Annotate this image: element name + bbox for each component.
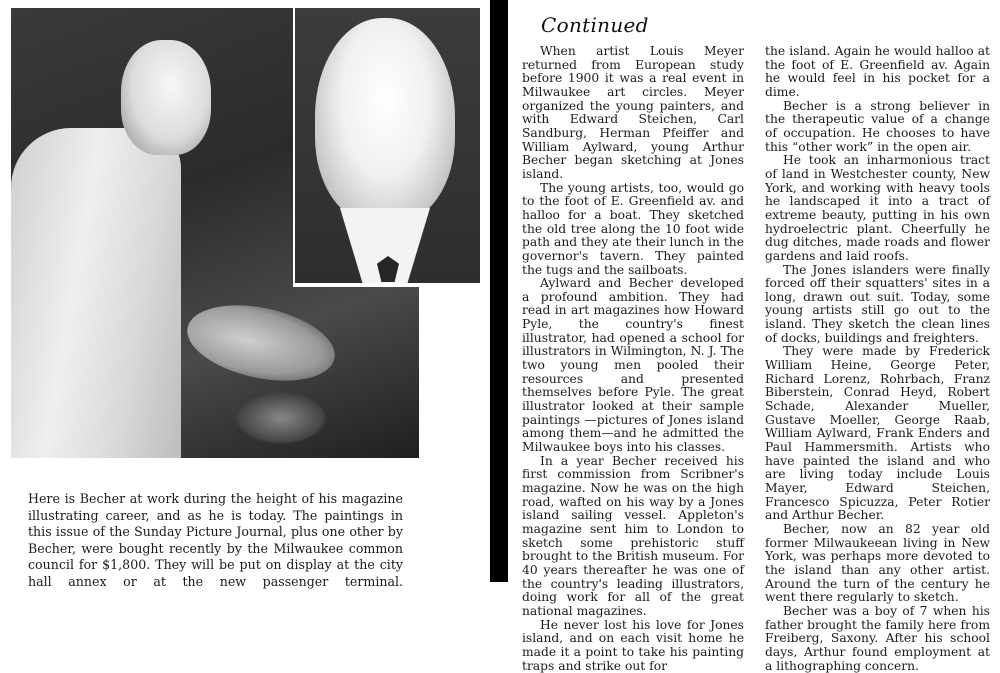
photo-becher-today xyxy=(293,8,480,287)
paragraph: Becher is a strong believer in the therapeutic value of a change of occupation. He chooses to have this “other work” in the open air. xyxy=(765,98,990,154)
photo-head-shape xyxy=(121,40,211,155)
paragraph: Becher was a boy of 7 when his father brought the family here from Freiberg, Saxony. After his school days, Arthur found employment at a lithographing concern. xyxy=(765,603,990,673)
left-page xyxy=(0,0,490,589)
paragraph: In a year Becher received his first commission from Scribner's magazine. Now he was on the high road, wafted on his way by a Jones island sailing vessel. Appleton's magazine sent him to London to sketch some prehistoric stuff brought to the British museum. For 40 years thereafter he was one of the country's leading illustrators, doing work for all of the great national magazines. xyxy=(522,453,744,618)
photo-shirt-shape xyxy=(11,128,181,458)
portrait-face-shape xyxy=(315,18,455,223)
paragraph: The Jones islanders were finally forced off their squatters' sites in a long, drawn out suit. Today, some young artists still go out to the island. They sketch the clean lines of docks, buildings and freighters. xyxy=(765,262,990,345)
paragraph: the island. Again he would halloo at the foot of E. Greenfield av. Again he would feel in his pocket for a dime. xyxy=(765,44,990,99)
photo-palette-shape xyxy=(180,293,341,393)
paragraph: He never lost his love for Jones island, and on each visit home he made it a point to take his painting traps and strike out for xyxy=(522,617,744,673)
photo-caption: Here is Becher at work during the height of his magazine illustrating career, and as he is today. The paintings in this issue of the Sunday Picture Journal, plus one other by Becher, were bought recently by the Milwaukee common council for $1,800. They will be put on display at the city hall annex or at the new passenger terminal. xyxy=(28,491,403,589)
page-divider xyxy=(490,0,508,582)
paragraph: They were made by Frederick William Heine, George Peter, Richard Lorenz, Rohrbach, Franz Biberstein, Conrad Heyd, Robert Schade, Alexander Mueller, Gustave Moeller, George Raab, William Aylward, Frank Enders and Paul Hammersmith. Artists who have painted the island and who are living today include Louis Mayer, Edward Steichen, Francesco Spicuzza, Peter Rotier and Arthur Becher. xyxy=(765,344,990,523)
paragraph: Becher, now an 82 year old former Milwaukeean living in New York, was perhaps more devoted to the island than any other artist. Around the turn of the century he went there regularly to sketch. xyxy=(765,521,990,605)
paragraph: Aylward and Becher developed a profound ambition. They had read in art magazines how Howard Pyle, the country's finest illustrator, had opened a school for illustrators in Wilmington, N. J. The two young men pooled their resources and presented themselves before Pyle. The great illustrator looked at their sample paintings —pictures of Jones island among them—and he admitted the Milwaukee boys into his classes. xyxy=(522,276,744,455)
paragraph: The young artists, too, would go to the foot of E. Greenfield av. and halloo for a boat. They sketched the old tree along the 10 foot wide path and they ate their lunch in the governor's tavern. They painted the tugs and the sailboats. xyxy=(522,180,744,277)
continued-heading: Continued xyxy=(541,13,649,37)
article-column-2 xyxy=(765,45,990,673)
article-column-1 xyxy=(522,45,744,673)
paragraph: He took an inharmonious tract of land in Westchester county, New York, and working with heavy tools he landscaped it into a tract of extreme beauty, putting in his own hydroelectric plant. Cheerfully he dug ditches, made roads and flower gardens and laid roofs. xyxy=(765,153,990,263)
paragraph: When artist Louis Meyer returned from European study before 1900 it was a real event in Milwaukee art circles. Meyer organized the young painters, and with Edward Steichen, Carl Sandburg, Herman Pfeiffer and William Aylward, young Arthur Becher began sketching at Jones island. xyxy=(522,44,744,181)
